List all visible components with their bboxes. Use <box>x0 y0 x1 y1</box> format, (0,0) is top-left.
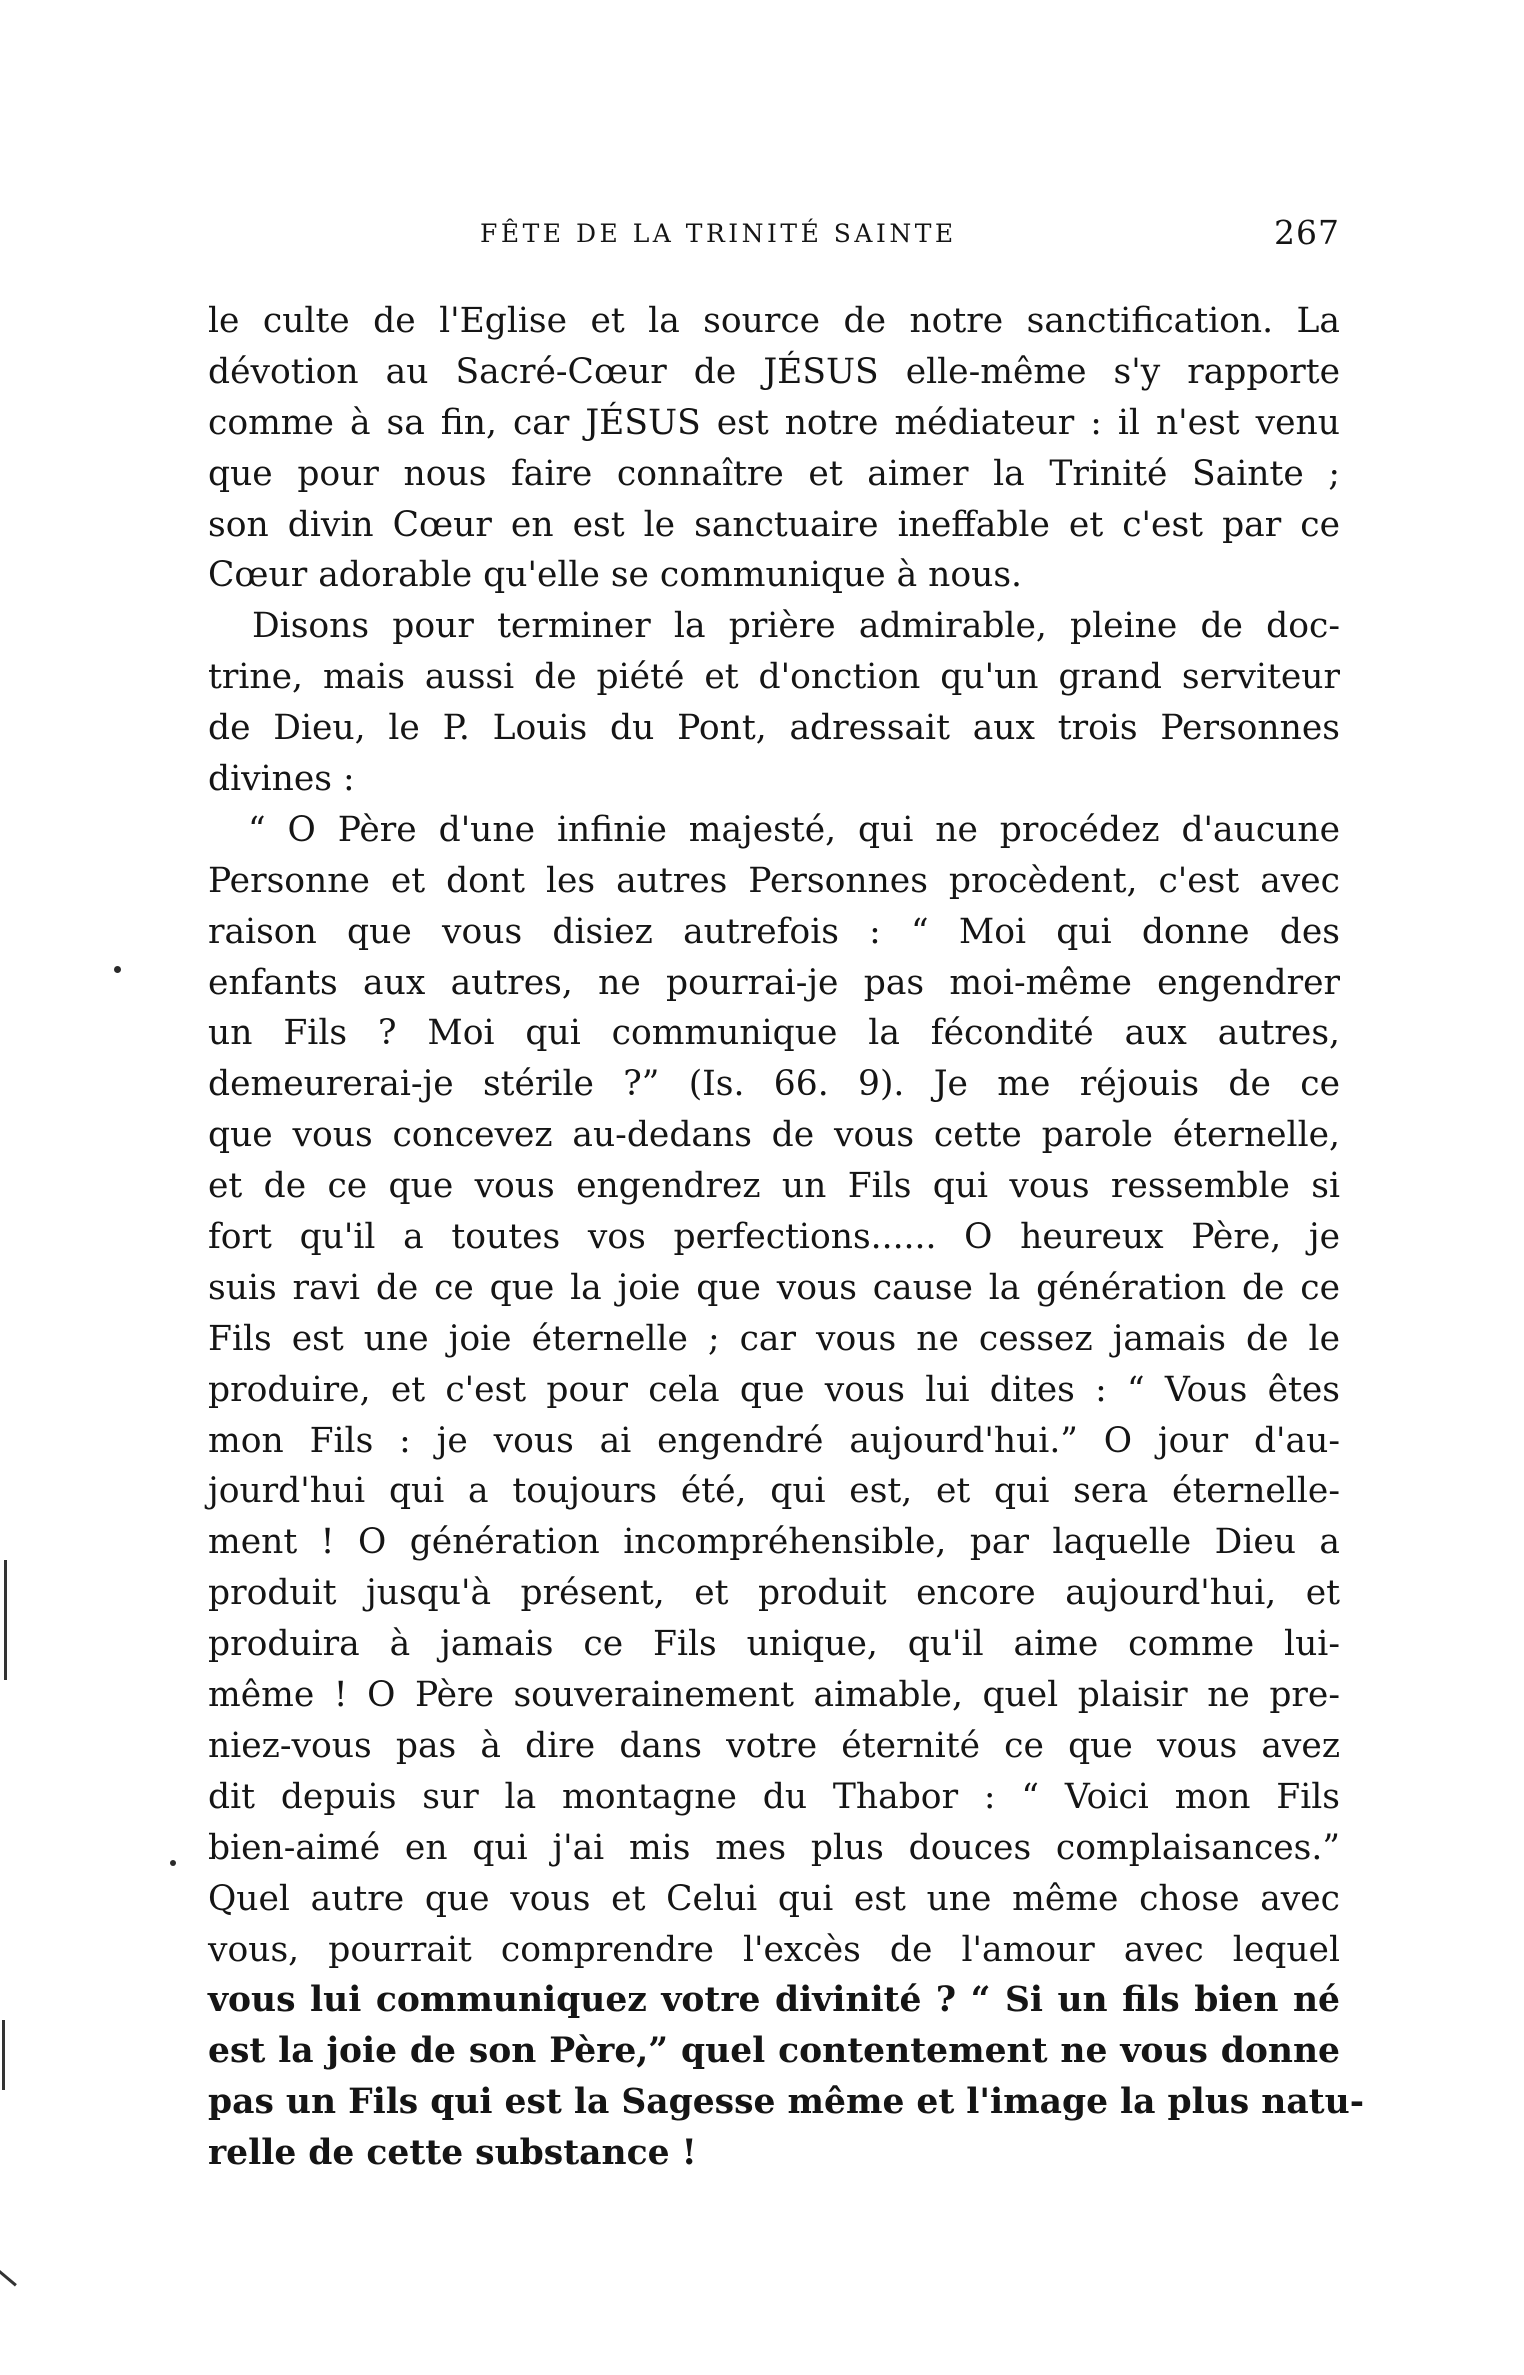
text-line: de Dieu, le P. Louis du Pont, adressait aux trois Personnes <box>208 708 1340 749</box>
text-line: fort qu'il a toutes vos perfections...... O heureux Père, je <box>208 1217 1340 1258</box>
text-line: son divin Cœur en est le sanctuaire ineffable et c'est par ce <box>208 504 1340 545</box>
text-line: un Fils ? Moi qui communique la fécondité aux autres, <box>208 1013 1340 1054</box>
text-line: Cœur adorable qu'elle se communique à nous. <box>208 555 1023 596</box>
text-line: trine, mais aussi de piété et d'onction qu'un grand serviteur <box>208 657 1340 698</box>
margin-speck <box>170 1860 176 1866</box>
scan-edge-mark <box>4 1560 7 1680</box>
text-line: bien-aimé en qui j'ai mis mes plus douces complaisances.” <box>208 1827 1340 1868</box>
text-line: produit jusqu'à présent, et produit encore aujourd'hui, et <box>208 1573 1340 1614</box>
scan-edge-mark <box>2 2020 5 2090</box>
running-title: FÊTE DE LA TRINITÉ SAINTE <box>480 219 957 248</box>
text-line: Personne et dont les autres Personnes procèdent, c'est avec <box>208 860 1340 901</box>
page-header <box>214 213 1340 259</box>
text-line: Fils est une joie éternelle ; car vous ne cessez jamais de le <box>208 1318 1340 1359</box>
text-line: demeurerai-je stérile ?” (Is. 66. 9). Je me réjouis de ce <box>208 1064 1340 1105</box>
text-line: raison que vous disiez autrefois : “ Moi qui donne des <box>208 911 1340 952</box>
text-line: vous, pourrait comprendre l'excès de l'amour avec lequel <box>208 1929 1340 1970</box>
text-line: produira à jamais ce Fils unique, qu'il aime comme lui- <box>208 1624 1340 1665</box>
text-line: enfants aux autres, ne pourrai-je pas moi-même engendrer <box>208 962 1340 1003</box>
text-line: jourd'hui qui a toujours été, qui est, et qui sera éternelle- <box>208 1471 1340 1512</box>
text-line: est la joie de son Père,” quel contentement ne vous donne <box>208 2031 1340 2072</box>
text-line: comme à sa fin, car JÉSUS est notre médiateur : il n'est venu <box>208 402 1340 443</box>
text-line: mon Fils : je vous ai engendré aujourd'hui.” O jour d'au- <box>208 1420 1340 1461</box>
margin-speck <box>114 966 121 973</box>
text-line: le culte de l'Eglise et la source de notre sanctification. La <box>208 301 1340 341</box>
text-line: divines : <box>208 759 355 800</box>
text-line: Quel autre que vous et Celui qui est une même chose avec <box>208 1878 1340 1919</box>
text-line: pas un Fils qui est la Sagesse même et l'image la plus natu- <box>208 2082 1365 2123</box>
text-line: et de ce que vous engendrez un Fils qui vous ressemble si <box>208 1166 1340 1207</box>
text-line: relle de cette substance ! <box>208 2133 697 2174</box>
text-line: ment ! O génération incompréhensible, par laquelle Dieu a <box>208 1522 1340 1563</box>
text-line: vous lui communiquez votre divinité ? “ Si un fils bien né <box>208 1980 1340 2021</box>
text-line: que pour nous faire connaître et aimer la Trinité Sainte ; <box>208 453 1340 494</box>
text-line: dévotion au Sacré-Cœur de JÉSUS elle-même s'y rapporte <box>208 351 1340 392</box>
page-number: 267 <box>1274 213 1340 252</box>
text-line: “ O Père d'une infinie majesté, qui ne procédez d'aucune <box>248 809 1340 850</box>
body-text <box>208 296 1365 2179</box>
text-line: suis ravi de ce que la joie que vous cause la génération de ce <box>208 1267 1340 1308</box>
text-line: produire, et c'est pour cela que vous lui dites : “ Vous êtes <box>208 1369 1340 1410</box>
text-line: même ! O Père souverainement aimable, quel plaisir ne pre- <box>208 1675 1340 1716</box>
text-line: que vous concevez au-dedans de vous cette parole éternelle, <box>208 1115 1340 1156</box>
text-line: niez-vous pas à dire dans votre éternité ce que vous avez <box>208 1725 1340 1766</box>
text-line: dit depuis sur la montagne du Thabor : “ Voici mon Fils <box>208 1776 1340 1817</box>
scan-edge-mark <box>0 2270 17 2286</box>
text-line: Disons pour terminer la prière admirable, pleine de doc- <box>252 606 1340 647</box>
